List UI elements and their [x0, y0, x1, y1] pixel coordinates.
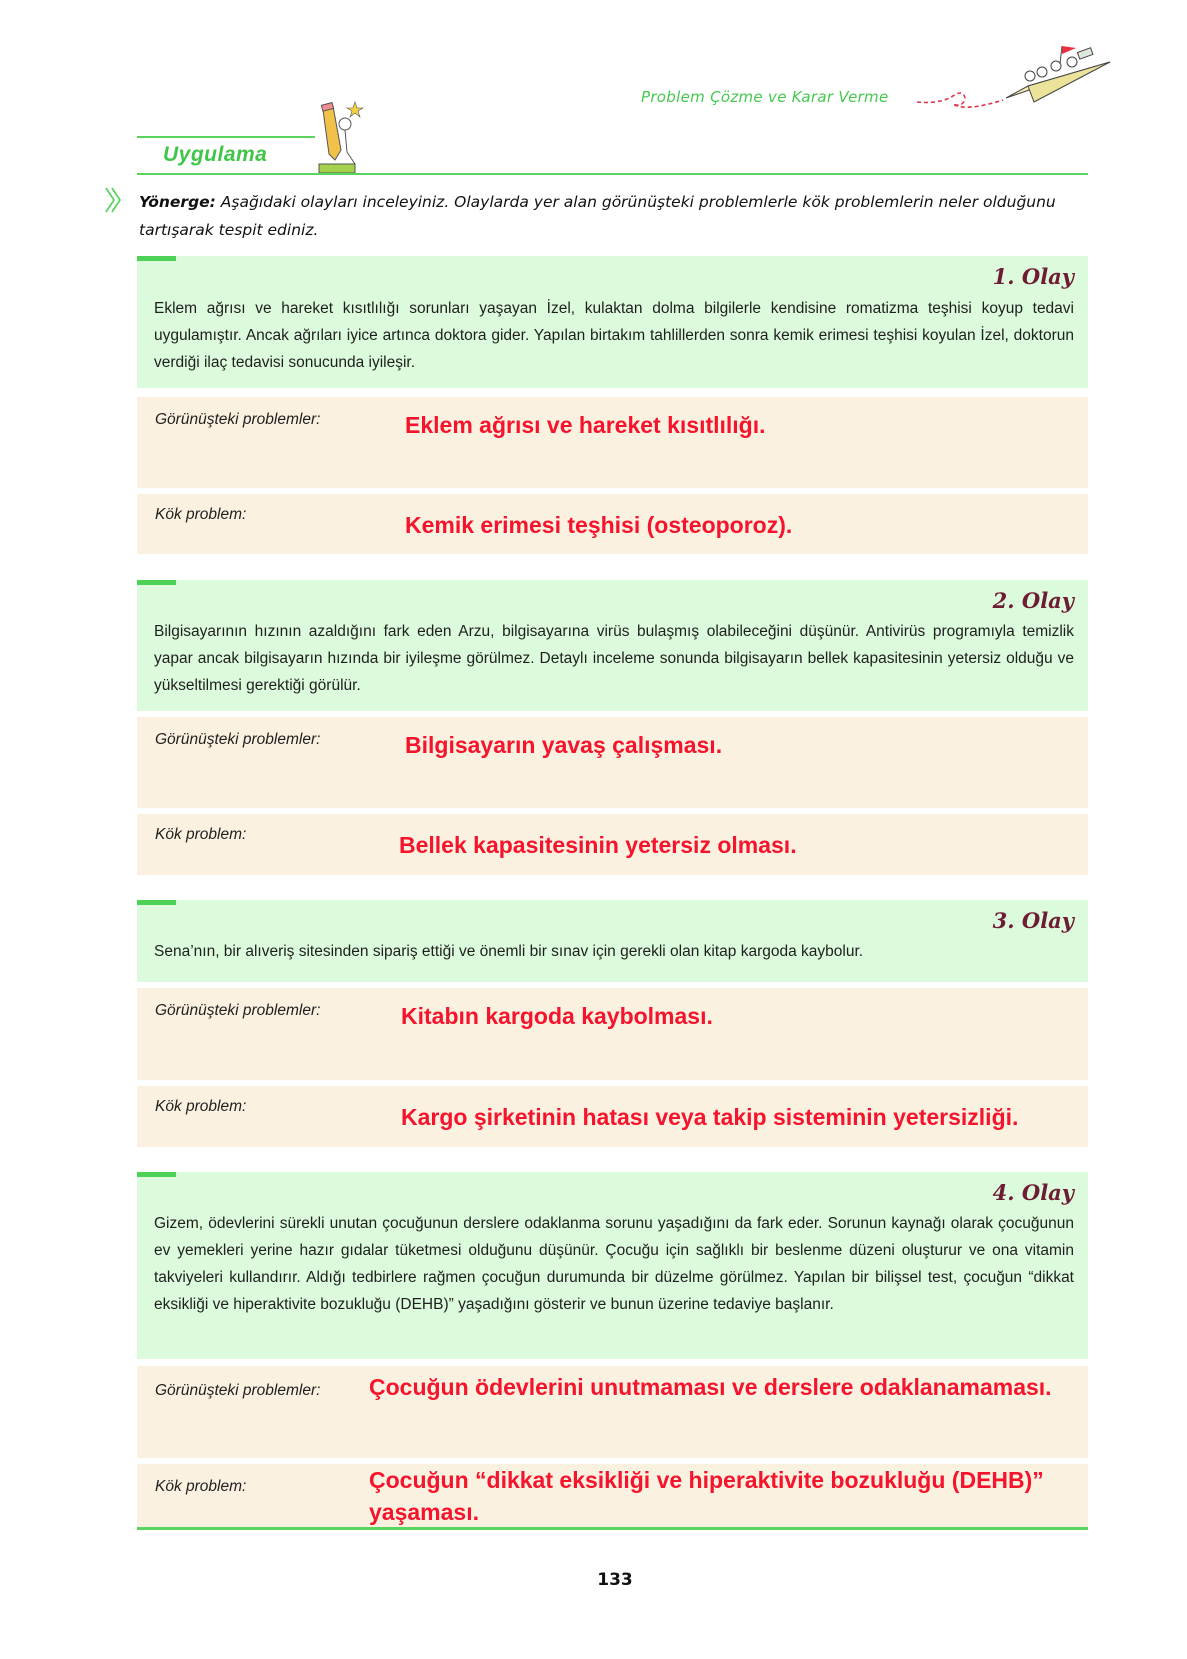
- section-rule-bottom: [137, 173, 1088, 175]
- case-3-root-box: [137, 1086, 1088, 1147]
- case-4-root-box: [137, 1464, 1088, 1527]
- case-text: Eklem ağrısı ve hareket kısıtlılığı sorunları yaşayan İzel, kulaktan dolma bilgilerle kendisine romatizma teşhisi koyup tedavi uygulamıştır. Ancak ağrıları iyice artınca doktora gider. Yapılan birtakım tahlillerden sonra kemik erimesi teşhisi koyulan İzel, doktorun verdiği ilaç tedavisi sonucunda iyileşir.: [154, 300, 1074, 371]
- case-2-apparent-box: [137, 717, 1088, 808]
- case-text: Gizem, ödevlerini sürekli unutan çocuğunun derslere odaklanma sorunu yaşadığını da fark eder. Sorunun kaynağı olarak çocuğunun ev yemekleri yerine hazır gıdalar tüketmesi olduğunu düşünür. Çocuğu için sağlıklı bir beslenme düzeni oluşturur ve ona vitamin takviyeleri kullandırır. Aldığı tedbirlere rağmen çocuğun durumunda bir düzelme görülmez. Yapılan bir bilişsel test, çocuğun “dikkat eksikliği ve hiperaktivite bozukluğu (DEHB)” yaşadığını gösterir ve bunun üzerine tedaviye başlanır.: [154, 1215, 1074, 1313]
- root-answer[interactable]: Kemik erimesi teşhisi (osteoporoz).: [405, 512, 793, 538]
- instruction-body: Aşağıdaki olayları inceleyiniz. Olaylarda yer alan görünüşteki problemlerle kök problemlerin neler olduğunu tartışarak tespit ediniz.: [139, 193, 1056, 239]
- root-label: Kök problem:: [155, 1098, 247, 1115]
- dashed-loop-icon: [915, 86, 1005, 116]
- case-text: Sena’nın, bir alıveriş sitesinden sipariş ettiği ve önemli bir sınav için gerekli olan kitap kargoda kaybolur.: [154, 943, 864, 960]
- case-title: 1. Olay: [992, 264, 1074, 289]
- case-2-box: [137, 580, 1088, 711]
- case-title: 2. Olay: [992, 588, 1074, 613]
- section-rule-top: [137, 136, 315, 138]
- apparent-label: Görünüşteki problemler:: [155, 731, 321, 748]
- root-label: Kök problem:: [155, 826, 247, 843]
- case-tab-marker: [137, 900, 176, 905]
- case-tab-marker: [137, 1172, 176, 1177]
- case-2-root-box: [137, 814, 1088, 875]
- case-3-box: [137, 900, 1088, 982]
- case-3-apparent-box: [137, 988, 1088, 1080]
- root-label: Kök problem:: [155, 1478, 247, 1495]
- case-title: 3. Olay: [992, 908, 1074, 933]
- root-label: Kök problem:: [155, 506, 247, 523]
- apparent-answer[interactable]: Eklem ağrısı ve hareket kısıtlılığı.: [405, 412, 766, 438]
- root-answer-line-1[interactable]: Çocuğun “dikkat eksikliği ve hiperaktivite bozukluğu (DEHB)”: [369, 1467, 1044, 1493]
- root-answer-line-2[interactable]: yaşaması.: [369, 1499, 479, 1525]
- case-1-box: [137, 256, 1088, 388]
- case-tab-marker: [137, 256, 176, 261]
- case-title: 4. Olay: [992, 1180, 1074, 1205]
- case-1-root-box: [137, 494, 1088, 554]
- paper-plane-illustration-icon: [998, 40, 1116, 110]
- apparent-label: Görünüşteki problemler:: [155, 411, 321, 428]
- case-4-apparent-box: [137, 1366, 1088, 1458]
- section-title: Uygulama: [163, 143, 268, 166]
- apparent-label: Görünüşteki problemler:: [155, 1002, 321, 1019]
- page-number: 133: [597, 1570, 633, 1590]
- apparent-answer[interactable]: Kitabın kargoda kaybolması.: [401, 1003, 713, 1029]
- apparent-answer[interactable]: Bilgisayarın yavaş çalışması.: [405, 732, 723, 758]
- apparent-label: Görünüşteki problemler:: [155, 1382, 321, 1399]
- case-text: Bilgisayarının hızının azaldığını fark eden Arzu, bilgisayarına virüs bulaşmış olabileceğini düşünür. Antivirüs programıyla temizlik yapar ancak bilgisayarın hızında bir iyileşme görülmez. Detaylı inceleme sonunda bilgisayarın bellek kapasitesinin yetersiz olduğu ve yükseltilmesi gerektiği görülür.: [154, 623, 1074, 694]
- instruction-label: Yönerge:: [139, 193, 216, 211]
- apparent-answer[interactable]: Çocuğun ödevlerini unutmaması ve derslere odaklanamaması.: [369, 1374, 1052, 1400]
- root-answer[interactable]: Kargo şirketinin hatası veya takip sisteminin yetersizliği.: [401, 1104, 1019, 1130]
- section-end-rule: [137, 1527, 1088, 1530]
- case-1-apparent-box: [137, 397, 1088, 488]
- case-tab-marker: [137, 580, 176, 585]
- root-answer[interactable]: Bellek kapasitesinin yetersiz olması.: [399, 832, 797, 858]
- instruction-text: [139, 188, 1089, 244]
- double-chevron-right-icon: [104, 186, 124, 214]
- chapter-title: Problem Çözme ve Karar Verme: [641, 88, 889, 106]
- case-4-box: [137, 1172, 1088, 1359]
- pencil-figure-illustration-icon: [315, 100, 365, 176]
